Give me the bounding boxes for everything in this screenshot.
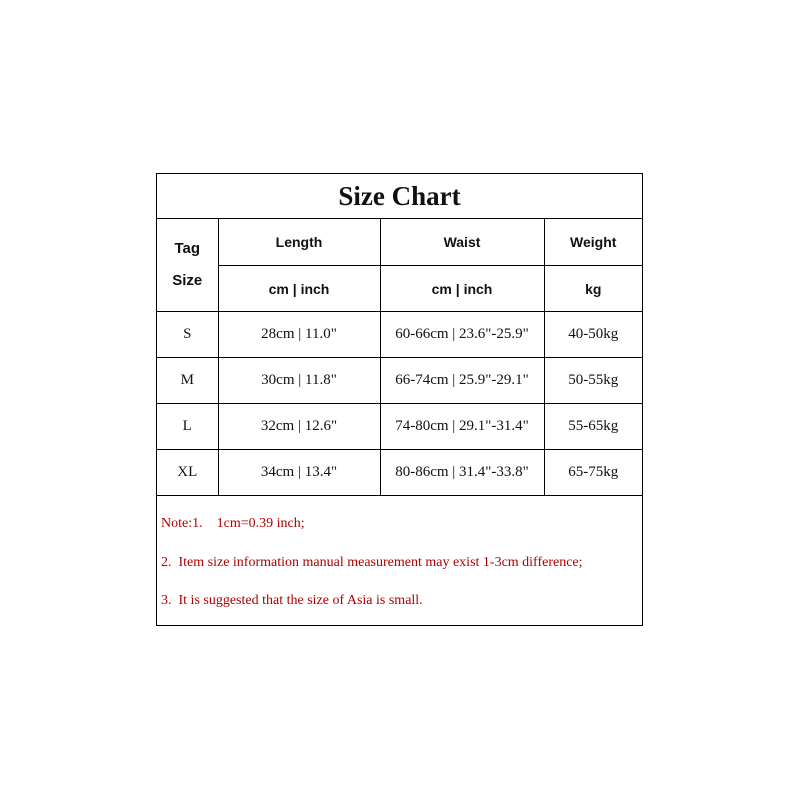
size-cell: S	[157, 312, 218, 358]
length-cell: 32cm | 12.6"	[218, 404, 380, 450]
note-line: 2. Item size information manual measurement may exist 1-3cm difference;	[161, 555, 583, 570]
waist-cell: 80-86cm | 31.4"-33.8"	[380, 450, 544, 496]
waist-header: Waist	[380, 219, 544, 266]
length-header: Length	[218, 219, 380, 266]
table-row	[157, 358, 642, 404]
size-label: Size	[172, 272, 203, 289]
length-cell: 28cm | 11.0"	[218, 312, 380, 358]
size-table	[157, 219, 642, 496]
tag-label: Tag	[174, 240, 201, 257]
note-line: 3. It is suggested that the size of Asia is small.	[161, 593, 423, 608]
tag-size-header	[157, 219, 218, 312]
weight-cell: 40-50kg	[544, 312, 642, 358]
length-cell: 30cm | 11.8"	[218, 358, 380, 404]
weight-cell: 65-75kg	[544, 450, 642, 496]
table-row	[157, 450, 642, 496]
waist-unit: cm | inch	[380, 266, 544, 312]
size-cell: L	[157, 404, 218, 450]
waist-cell: 74-80cm | 29.1"-31.4"	[380, 404, 544, 450]
size-cell: XL	[157, 450, 218, 496]
size-cell: M	[157, 358, 218, 404]
unit-row	[157, 266, 642, 312]
weight-cell: 50-55kg	[544, 358, 642, 404]
table-row	[157, 404, 642, 450]
waist-cell: 60-66cm | 23.6"-25.9"	[380, 312, 544, 358]
length-unit: cm | inch	[218, 266, 380, 312]
header-row	[157, 219, 642, 266]
weight-header: Weight	[544, 219, 642, 266]
length-cell: 34cm | 13.4"	[218, 450, 380, 496]
table-row	[157, 312, 642, 358]
size-chart	[156, 173, 643, 626]
weight-cell: 55-65kg	[544, 404, 642, 450]
note-line: Note:1. 1cm=0.39 inch;	[161, 516, 305, 531]
weight-unit: kg	[544, 266, 642, 312]
waist-cell: 66-74cm | 25.9"-29.1"	[380, 358, 544, 404]
chart-title: Size Chart	[157, 174, 642, 219]
